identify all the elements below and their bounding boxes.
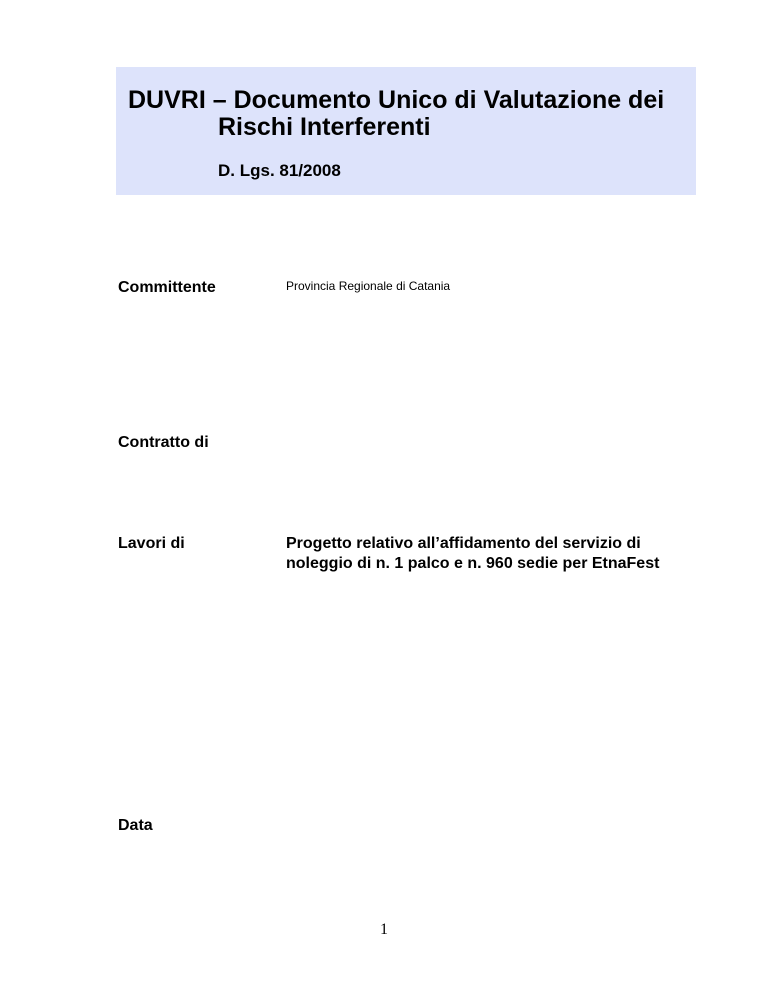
- document-title-box: [116, 67, 696, 195]
- lavori-value-line-2: noleggio di n. 1 palco e n. 960 sedie per EtnaFest: [286, 555, 660, 572]
- lavori-value-line-1: Progetto relativo all’affidamento del servizio di: [286, 535, 641, 552]
- contratto-label: Contratto di: [118, 434, 209, 451]
- document-title-line-2: Rischi Interferenti: [218, 113, 431, 141]
- committente-value: Provincia Regionale di Catania: [286, 279, 451, 293]
- lavori-label: Lavori di: [118, 535, 185, 552]
- law-reference: D. Lgs. 81/2008: [218, 161, 341, 180]
- document-title-line-1: DUVRI – Documento Unico di Valutazione dei: [128, 86, 665, 114]
- page-number: 1: [380, 921, 388, 938]
- data-label: Data: [118, 817, 153, 834]
- committente-label: Committente: [118, 279, 216, 296]
